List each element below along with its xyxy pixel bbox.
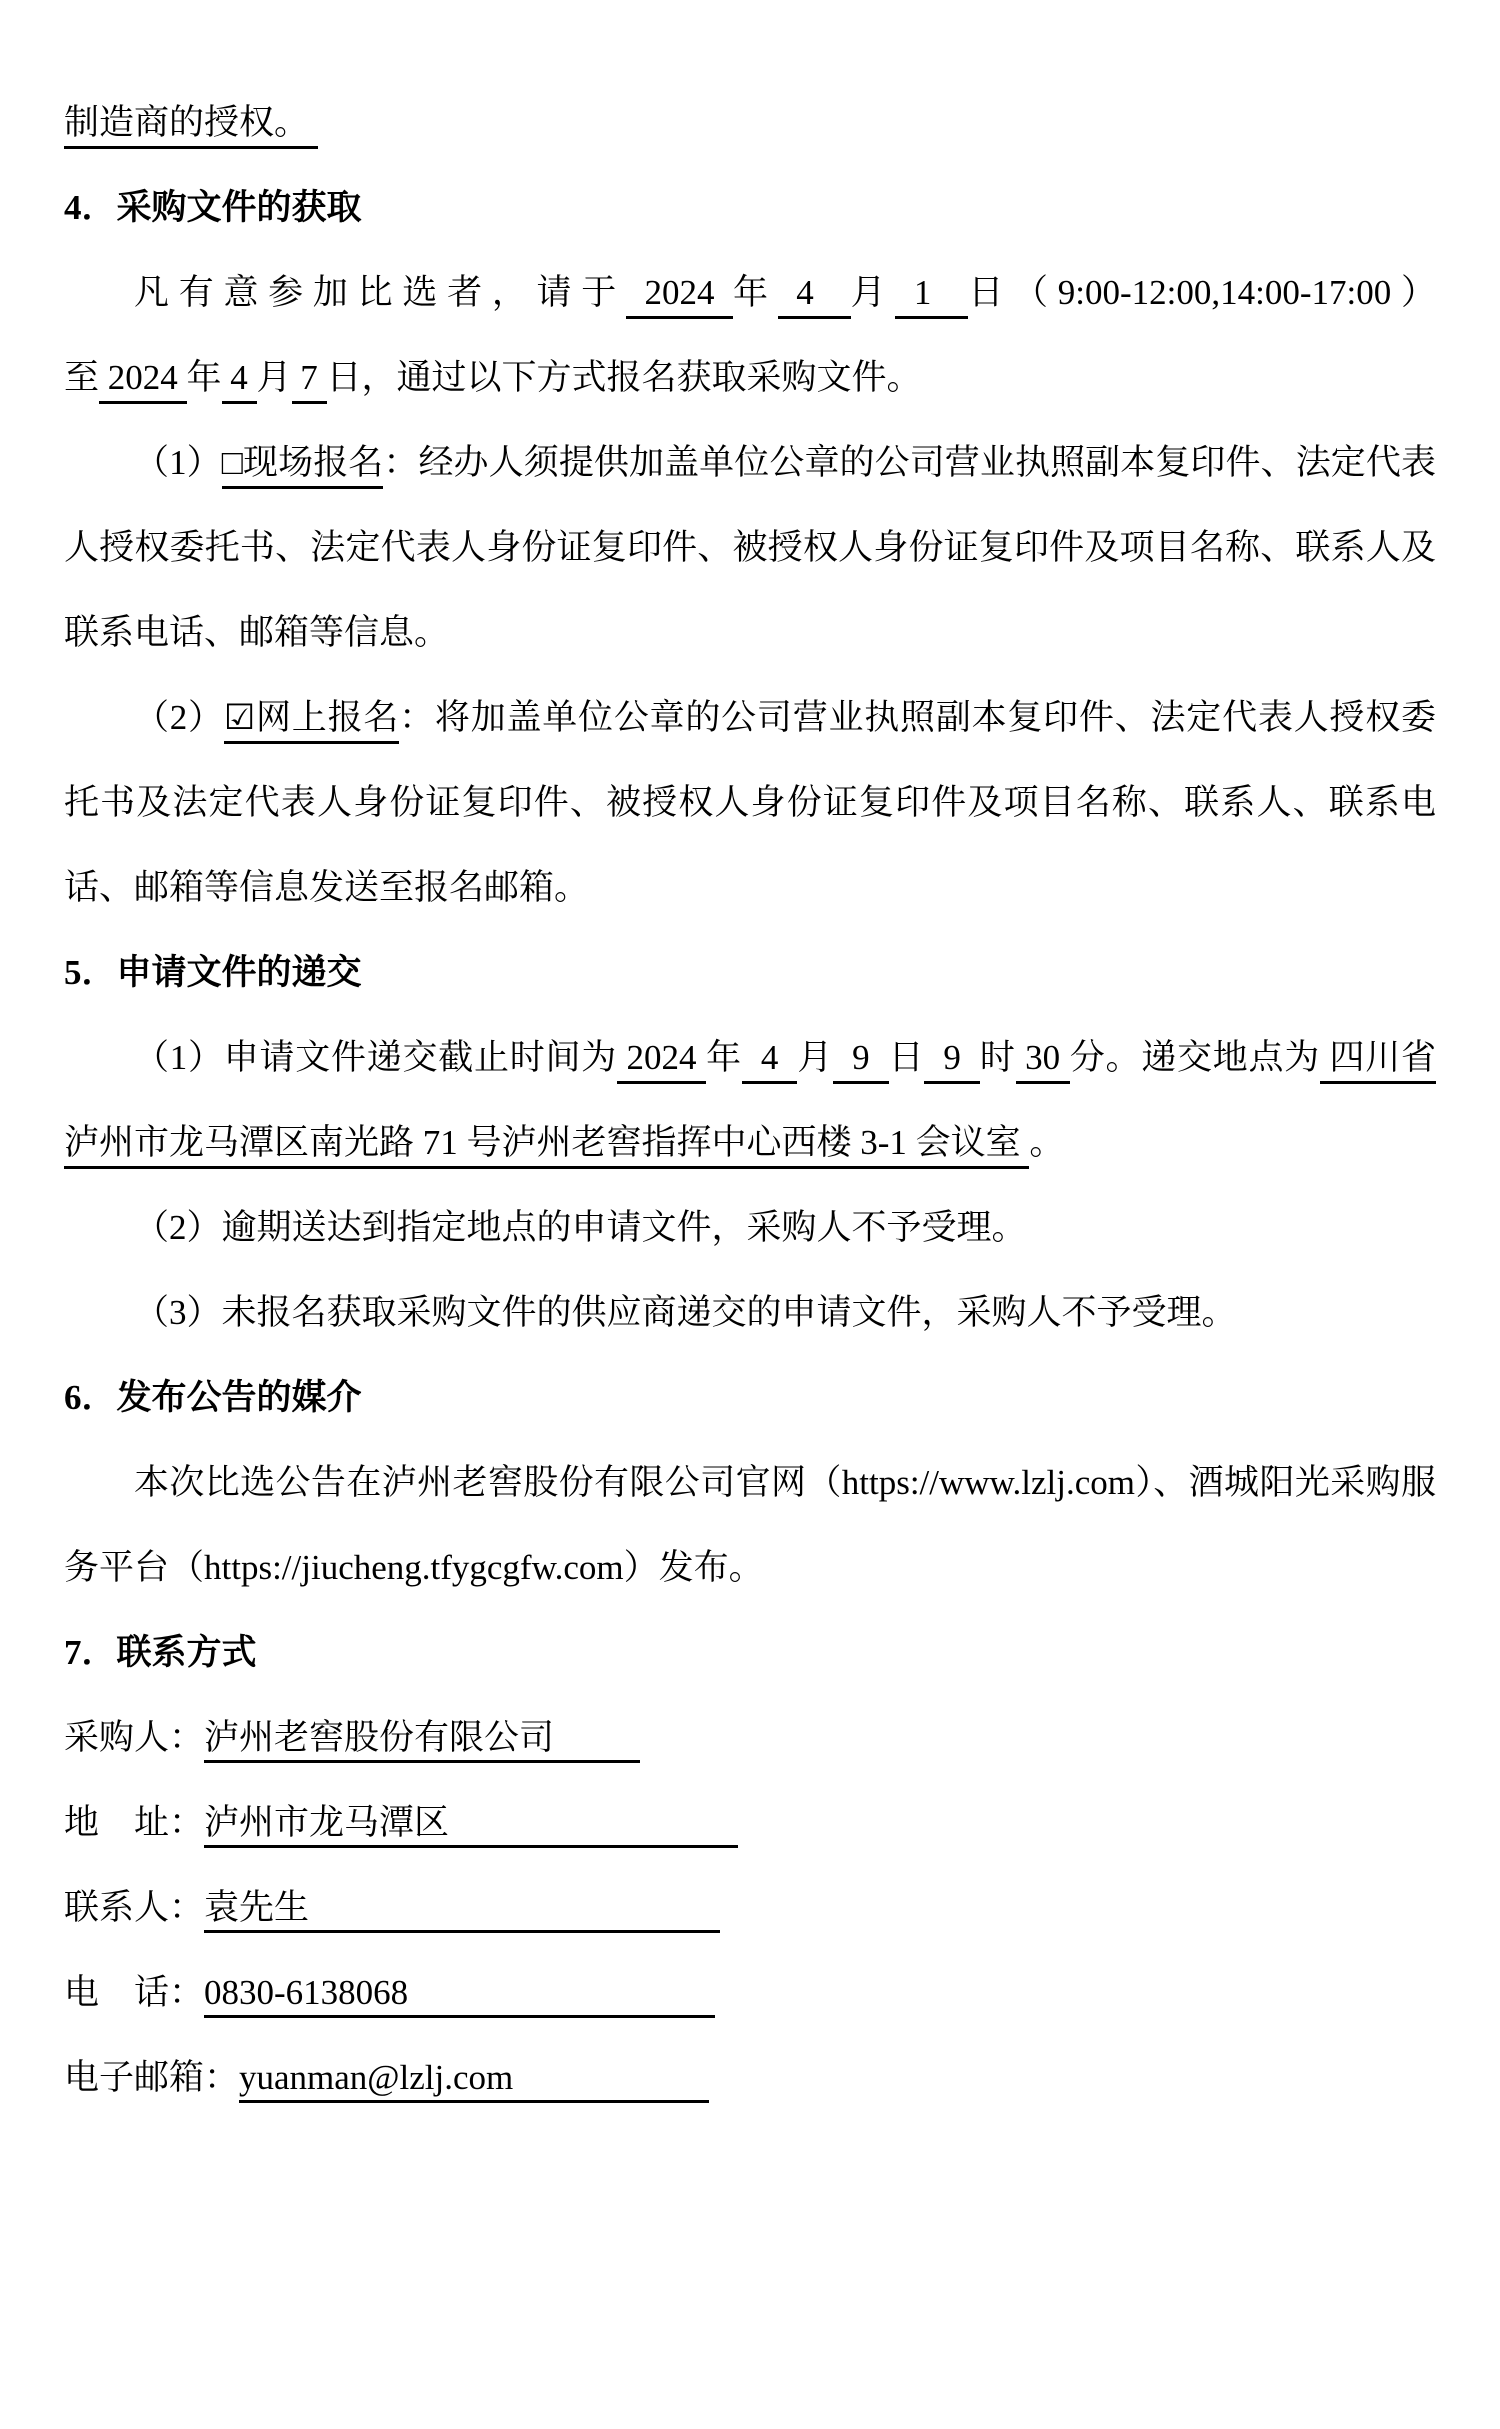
para-submission-deadline	[64, 1015, 1436, 1185]
underlined-text: 2024	[617, 1038, 706, 1084]
section-5-heading: 5．申请文件的递交	[64, 953, 362, 992]
text-run: 年	[732, 273, 778, 312]
text-run: 年	[186, 358, 222, 397]
field-email-label: 电子邮箱：	[64, 2058, 240, 2097]
field-phone	[64, 1950, 1436, 2035]
checkbox-checked-icon: ☑	[224, 698, 255, 744]
underlined-text: 1	[895, 273, 968, 319]
text-run: ：将加盖单位公章的公司营业执照副本复印件、法定代表人授权委托书及法定代表人身份证复印件、被授权人身份证复印件及项目名称、联系人、联系电话、邮箱等信息发送至报名邮箱。	[64, 698, 1436, 907]
para-unregistered-submission	[64, 1270, 1436, 1355]
para-online-registration	[64, 675, 1436, 930]
section-7-heading: 7．联系方式	[64, 1633, 257, 1672]
underlined-text: 7	[292, 358, 327, 404]
field-address-value: 泸州市龙马潭区	[204, 1803, 738, 1848]
text-run: （1）申请文件递交截止时间为	[134, 1038, 618, 1077]
underlined-text: 9	[924, 1038, 980, 1084]
text-run: 日，通过以下方式报名获取采购文件。	[326, 358, 922, 397]
section-6-heading: 6．发布公告的媒介	[64, 1378, 362, 1417]
underlined-text: 2024	[99, 358, 187, 404]
text-run: 。	[1029, 1123, 1065, 1162]
text-run: 日（9:00-12:00,14:00-17:00）至	[64, 273, 1436, 397]
field-contact-person-label: 联系人：	[64, 1888, 205, 1927]
underlined-text: 2024	[626, 273, 733, 319]
line-manufacturer-authorization	[64, 80, 1436, 165]
underlined-text: 4	[742, 1038, 798, 1084]
underlined-text: 30	[1016, 1038, 1070, 1084]
text-run: 月	[797, 1038, 834, 1077]
text-run: 凡有意参加比选者，请于	[134, 273, 627, 312]
text-run: 月	[256, 358, 292, 397]
text-run: ：经办人须提供加盖单位公章的公司营业执照副本复印件、法定代表人授权委托书、法定代表人身份证复印件、被授权人身份证复印件及项目名称、联系人及联系电话、邮箱等信息。	[64, 443, 1436, 652]
field-phone-label: 电 话：	[64, 1973, 205, 2012]
underlined-text: 四川省泸州市龙马潭区南光路 71 号泸州老窖指挥中心西楼 3-1 会议室	[64, 1038, 1436, 1169]
underlined-text: 制造商的授权。	[64, 103, 318, 149]
text-run: （2）逾期送达到指定地点的申请文件，采购人不予受理。	[134, 1208, 1027, 1247]
field-contact-person	[64, 1865, 1436, 1950]
field-purchaser-label: 采购人：	[64, 1718, 205, 1757]
text-run: （1）	[134, 443, 222, 482]
text-run: 分。递交地点为	[1069, 1038, 1320, 1077]
field-purchaser-value: 泸州老窖股份有限公司	[204, 1718, 640, 1763]
para-registration-period	[64, 250, 1436, 420]
field-purchaser	[64, 1695, 1436, 1780]
underlined-text: 4	[222, 358, 257, 404]
field-address-label: 地 址：	[64, 1803, 205, 1842]
checkbox-unchecked-icon: □	[222, 443, 243, 489]
field-phone-value: 0830-6138068	[204, 1973, 715, 2018]
underlined-text: 9	[833, 1038, 889, 1084]
text-run: 时	[979, 1038, 1016, 1077]
field-email-value: yuanman@lzlj.com	[239, 2058, 709, 2103]
text-run: 年	[706, 1038, 742, 1077]
field-address	[64, 1780, 1436, 1865]
underlined-text: 网上报名	[255, 698, 399, 744]
underlined-text: 4	[778, 273, 851, 319]
para-late-submission	[64, 1185, 1436, 1270]
text-run: （3）未报名获取采购文件的供应商递交的申请文件，采购人不予受理。	[134, 1293, 1237, 1332]
underlined-text: 现场报名	[243, 443, 383, 489]
text-run: （2）	[134, 698, 224, 737]
text-run: 本次比选公告在泸州老窖股份有限公司官网（https://www.lzlj.com）、酒城阳光采购服务平台（https://jiucheng.tfygcgfw.com）发布。	[64, 1463, 1436, 1587]
text-run: 月	[850, 273, 896, 312]
section-4-heading: 4．采购文件的获取	[64, 188, 362, 227]
document-body	[64, 80, 1436, 2120]
para-onsite-registration	[64, 420, 1436, 675]
text-run: 日	[888, 1038, 925, 1077]
para-announcement-media	[64, 1440, 1436, 1610]
field-email	[64, 2035, 1436, 2120]
field-contact-person-value: 袁先生	[204, 1888, 720, 1933]
